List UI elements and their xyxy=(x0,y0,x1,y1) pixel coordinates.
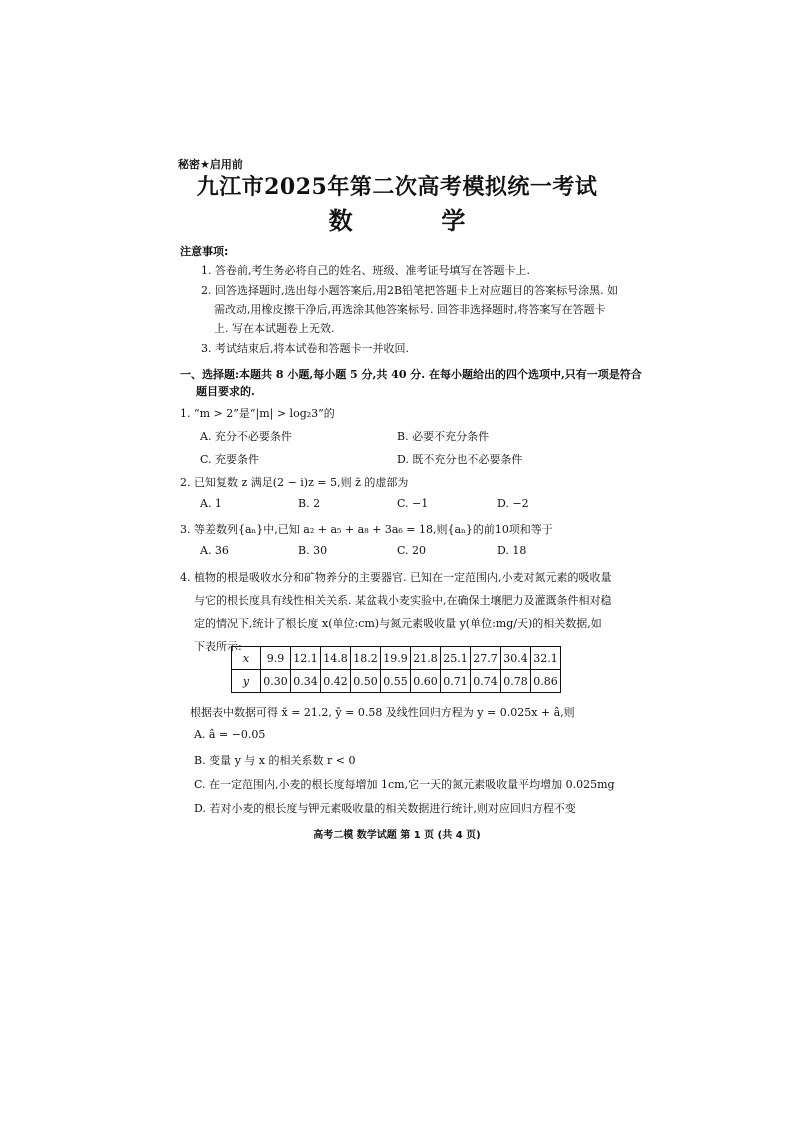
table-row-x xyxy=(232,647,561,670)
table-cell-x: 14.8 xyxy=(321,647,351,670)
q4-option-d: D. 若对小麦的根长度与钾元素吸收量的相关数据进行统计,则对应回归方程不变 xyxy=(194,802,576,815)
table-cell-x: 30.4 xyxy=(501,647,531,670)
q1-option-a: A. 充分不必要条件 xyxy=(200,430,292,443)
confidential-label: 秘密★启用前 xyxy=(178,158,243,171)
section-heading: 一、选择题:本题共 8 小题,每小题 5 分,共 40 分. 在每小题给出的四个选项中,只有一项是符合 xyxy=(180,368,642,381)
exam-title: 九江市2025年第二次高考模拟统一考试 xyxy=(196,174,598,200)
table-row-y xyxy=(232,670,561,693)
table-cell-x: 12.1 xyxy=(291,647,321,670)
q4-stem-line-2: 与它的根长度具有线性相关关系. 某盆栽小麦实验中,在确保土壤肥力及灌溉条件相对稳 xyxy=(194,594,612,607)
notice-item-2: 2. 回答选择题时,选出每小题答案后,用2B铅笔把答题卡上对应题目的答案标号涂黑. 如 xyxy=(201,284,619,297)
table-cell-y: 0.34 xyxy=(291,670,321,693)
table-cell-x: 25.1 xyxy=(441,647,471,670)
table-cell-y: 0.60 xyxy=(411,670,441,693)
q1-option-b: B. 必要不充分条件 xyxy=(397,430,490,443)
q4-option-a: A. â = −0.05 xyxy=(194,728,266,741)
q4-stem-line-4: 下表所示: xyxy=(194,640,242,653)
table-header-x: x xyxy=(232,647,261,670)
subject-title xyxy=(0,201,794,236)
q3-option-b: B. 30 xyxy=(298,544,328,557)
table-cell-y: 0.42 xyxy=(321,670,351,693)
table-cell-y: 0.50 xyxy=(351,670,381,693)
q2-stem: 2. 已知复数 z 满足(2 − i)z = 5,则 z̄ 的虚部为 xyxy=(180,476,409,489)
q4-option-c: C. 在一定范围内,小麦的根长度每增加 1cm,它一天的氮元素吸收量平均增加 0.025mg xyxy=(194,778,615,791)
table-header-y: y xyxy=(232,670,261,693)
q2-option-a: A. 1 xyxy=(200,497,222,510)
subject-char-2: 学 xyxy=(441,206,466,235)
table-cell-x: 18.2 xyxy=(351,647,381,670)
q3-option-a: A. 36 xyxy=(200,544,229,557)
q4-stem-line-3: 定的情况下,统计了根长度 x(单位:cm)与氮元素吸收量 y(单位:mg/天)的相关数据,如 xyxy=(194,617,602,630)
table-cell-x: 32.1 xyxy=(531,647,561,670)
q4-regression-text: 根据表中数据可得 x̄ = 21.2, ȳ = 0.58 及线性回归方程为 y = 0.025x + â,则 xyxy=(190,706,575,719)
table-cell-x: 9.9 xyxy=(261,647,291,670)
notice-item-2-cont: 需改动,用橡皮擦干净后,再选涂其他答案标号. 回答非选择题时,将答案写在答题卡 xyxy=(214,303,606,316)
table-cell-x: 21.8 xyxy=(411,647,441,670)
notice-item-2-cont2: 上. 写在本试题卷上无效. xyxy=(214,322,335,335)
table-cell-y: 0.55 xyxy=(381,670,411,693)
q4-data-table xyxy=(231,646,561,693)
q4-stem-line-1: 4. 植物的根是吸收水分和矿物养分的主要器官. 已知在一定范围内,小麦对氮元素的吸收量 xyxy=(180,571,612,584)
section-heading-cont: 题目要求的. xyxy=(196,385,255,398)
table-cell-y: 0.78 xyxy=(501,670,531,693)
q2-option-d: D. −2 xyxy=(497,497,529,510)
q2-option-b: B. 2 xyxy=(298,497,321,510)
q1-option-c: C. 充要条件 xyxy=(200,453,260,466)
q3-option-d: D. 18 xyxy=(497,544,527,557)
subject-char-1: 数 xyxy=(328,206,353,235)
notice-heading: 注意事项: xyxy=(180,245,229,258)
q2-option-c: C. −1 xyxy=(397,497,429,510)
table-cell-y: 0.86 xyxy=(531,670,561,693)
notice-item-1: 1. 答卷前,考生务必将自己的姓名、班级、准考证号填写在答题卡上. xyxy=(201,264,530,277)
table-cell-x: 19.9 xyxy=(381,647,411,670)
q4-option-b: B. 变量 y 与 x 的相关系数 r < 0 xyxy=(194,754,356,767)
table-cell-y: 0.30 xyxy=(261,670,291,693)
page-footer: 高考二模 数学试题 第 1 页 (共 4 页) xyxy=(313,830,481,841)
q3-stem: 3. 等差数列{aₙ}中,已知 a₂ + a₅ + a₈ + 3a₆ = 18,则{aₙ}的前10项和等于 xyxy=(180,523,553,536)
table-cell-x: 27.7 xyxy=(471,647,501,670)
notice-item-3: 3. 考试结束后,将本试卷和答题卡一并收回. xyxy=(201,342,409,355)
q3-option-c: C. 20 xyxy=(397,544,427,557)
table-cell-y: 0.74 xyxy=(471,670,501,693)
q1-stem: 1. “m > 2”是“|m| > log₂3”的 xyxy=(180,407,335,420)
table-cell-y: 0.71 xyxy=(441,670,471,693)
q1-option-d: D. 既不充分也不必要条件 xyxy=(397,453,523,466)
